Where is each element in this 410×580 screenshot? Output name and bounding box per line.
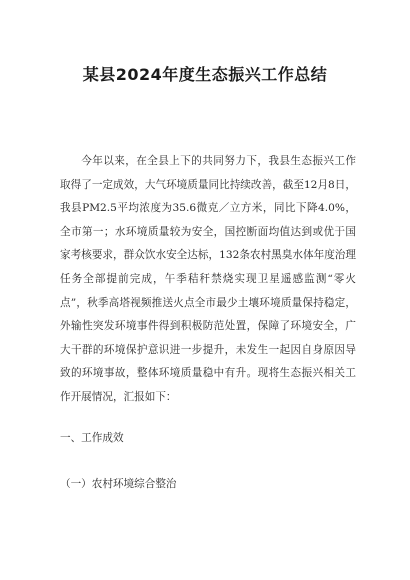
document-title: 某县2024年度生态振兴工作总结 xyxy=(82,65,328,84)
document-body xyxy=(60,150,356,410)
intro-paragraph: 今年以来，在全县上下的共同努力下，我县生态振兴工作取得了一定成效，大气环境质量同比持续改善，截至12月8日，我县PM2.5平均浓度为35.6微克／立方米，同比下降4.0%，全市第一；水环境质量较为安全，国控断面均值达到或优于国家考核要求，群众饮水安全达标，132条农村黑臭水体年度治理任务全部提前完成，午季秸秆禁烧实现卫星遥感监测“零火点”，秋季高塔视频推送火点全市最少土壤环境质量保持稳定，外输性突发环境事件得到积极防范处置，保障了环境安全，广大干群的环境保护意识进一步提升，未发生一起因自身原因导致的环境事故，整体环境质量稳中有升。现将生态振兴相关工作开展情况，汇报如下： xyxy=(60,155,356,403)
section-heading-work-results: 一、工作成效 xyxy=(60,432,124,444)
subsection-heading-rural-environment: （一）农村环境综合整治 xyxy=(60,478,177,490)
